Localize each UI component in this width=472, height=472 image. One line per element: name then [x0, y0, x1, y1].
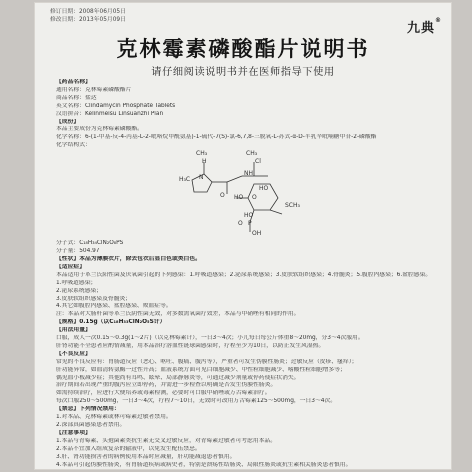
body-line: 分子式：C₁₈H₃₄ClN₂O₈PS — [56, 240, 124, 247]
structure-atom-label: SCH₃ — [285, 202, 300, 210]
body-line: 1.呼吸道感染； — [56, 279, 97, 286]
body-line: 通用名称：克林霉素磷酸酯片 — [56, 86, 132, 93]
section-heading: 【规格】0.15g（以C₁₈H₃₃ClN₂O₅S计） — [56, 319, 166, 326]
body-line: 肝肾功能不全患者应酌情减量，用本品治疗溶血性链球菌感染时，疗程至少为10日，以防止发生风湿热。 — [56, 342, 325, 349]
body-line: 注：本品对大肠杆菌等革兰氏阴性菌无效，对多数需氧菌疗效差，本品与甲硝唑有相同的作用。 — [56, 311, 300, 318]
document-title: 克林霉素磷酸酯片说明书 — [116, 36, 370, 61]
body-line: 如需持续治疗，应进行大便培养或毒素检测，必要时可口服甲硝唑或万古霉素治疗。 — [56, 390, 271, 397]
section-heading: 【用法用量】 — [56, 327, 91, 334]
body-line: 肝功能异常，如血清转氨酶一过性升高；血液系统方面可见白细胞减少、中性粒细胞减少、嗜酸性粒细胞增多等； — [56, 366, 346, 373]
section-heading: 【禁忌】下列情况禁用： — [56, 406, 120, 413]
structure-atom-label: H — [202, 158, 207, 166]
structure-atom-label: H₃C — [179, 176, 191, 184]
structure-atom-label: NH — [244, 170, 253, 178]
body-line: 化学名称：6-(1-甲基-反-4-丙基-L-2-吡咯烷甲酰氨基)-1-硫代-7(S)-氯-6,7,8-三脱氧-L-苏式-α-D-半乳辛吡喃糖甲苷-2-磷酸酯 — [56, 134, 377, 141]
leaflet-page — [34, 2, 452, 470]
document-subtitle: 请仔细阅读说明书并在医师指导下使用 — [151, 67, 335, 78]
drug-name-section — [56, 79, 434, 150]
section-heading: 【成份】 — [56, 118, 80, 125]
structure-atom-label: HO — [244, 212, 254, 220]
section-heading: 【注意事项】 — [56, 429, 91, 436]
structure-atom-label: P — [248, 220, 252, 228]
revision-dates — [50, 8, 126, 24]
brand-text: 九典 — [406, 21, 435, 36]
body-line: 4.其它如腹腔内感染、盆腔感染、败血症等。 — [56, 303, 172, 310]
structure-atom-label: O — [252, 194, 257, 202]
body-line: 本品适用于革兰氏阳性菌及厌氧菌引起的下列感染：1.呼吸道感染；2.泌尿系统感染；3.皮肤软组织感染；4.骨髓炎；5.腹腔内感染；6.盆腔感染。 — [56, 271, 432, 278]
body-line: 1.本品与青霉素、头孢菌素类抗生素无交叉过敏反应，对青霉素过敏者可考虑用本品。 — [56, 437, 277, 444]
section-heading: 【不良反应】 — [56, 350, 91, 357]
structure-atom-label: N — [199, 174, 204, 182]
body-line: 汉语拼音：Kelinmeisu Linsuanzhi Pian — [56, 110, 164, 117]
structure-atom-label: OH — [252, 230, 262, 238]
body-line: 口服，成人一次0.15～0.3g(1～2片)（以克林霉素计），一日3～4次；小儿每日每公斤体重8～20mg，分3～4次服用。 — [56, 335, 364, 342]
section-heading: 【适应症】 — [56, 263, 85, 270]
body-line: 2.泌尿系统感染； — [56, 287, 103, 294]
structure-atom-label: O — [238, 220, 243, 228]
structure-atom-label: Cl — [255, 158, 261, 166]
structure-atom-label: CH₃ — [246, 150, 258, 158]
body-line: 偶见血小板减少症；其他尚有耳鸣、眩晕、局部静脉炎等，可通过减少剂量或停药使症状消失。 — [56, 374, 300, 381]
body-line: 商品名称：盐达 — [56, 94, 97, 101]
body-line: 3.皮肤软组织感染及骨髓炎； — [56, 295, 132, 302]
body-line: 每次口服250～500mg，一日3～4次，疗程7～10日，无效时可改用万古霉素125～500mg，一日3～4次。 — [56, 398, 337, 405]
body-line: 分子量：504.97 — [56, 248, 100, 255]
body-line: 2.本品不宜加入组成复杂的输液中，以免发生配伍禁忌。 — [56, 445, 201, 452]
body-line: 英文名称：Clindamycin Phosphate Tablets — [56, 102, 176, 109]
structure-atom-label: O — [220, 192, 225, 200]
revision-date-line: 修订日期：2008年06月05日 — [50, 9, 126, 15]
body-line: 2.深部真菌感染患者禁用。 — [56, 422, 126, 428]
body-line: 治疗期间若出现严重的腹泻应立即停药，并需进一步检查以明确是否发生伪膜性肠炎。 — [56, 382, 277, 389]
body-line: 4.本品可引起伪膜性肠炎，有胃肠道疾病或病史者，特别是溃疡性结肠炎、局限性肠炎或抗生素相关肠炎患者慎用。 — [56, 461, 352, 468]
structure-atom-label: CH₃ — [196, 150, 208, 158]
body-line: 本品主要成份为克林霉素磷酸酯。 — [56, 126, 143, 133]
leaflet-body — [56, 79, 434, 469]
chemical-structure — [56, 150, 434, 240]
registered-mark-icon: ® — [435, 17, 442, 24]
section-heading: 【药品名称】 — [56, 79, 91, 85]
body-line: 化学结构式： — [56, 142, 91, 149]
body-line: 1.对本品、克林霉素或林可霉素过敏者禁用。 — [56, 414, 172, 421]
section-heading: 【性状】本品为薄膜衣片，除去包衣后显白色或类白色。 — [56, 255, 201, 262]
body-line: 3.肝、肾功能损害者的病例使用本品时应减量，肝功能减退患者慎用。 — [56, 453, 236, 460]
structure-atom-label: HO — [259, 185, 269, 193]
revision-date-line: 修改日期：2013年05月09日 — [50, 17, 126, 23]
structure-atom-label: HO — [234, 194, 244, 202]
body-line: 常见的不良反应有：胃肠道反应（恶心、呕吐、腹痛、腹泻等），严重者可发生伪膜性肠炎；过敏反应（皮疹、瘙痒）； — [56, 358, 358, 365]
leaflet-sections — [56, 240, 434, 469]
